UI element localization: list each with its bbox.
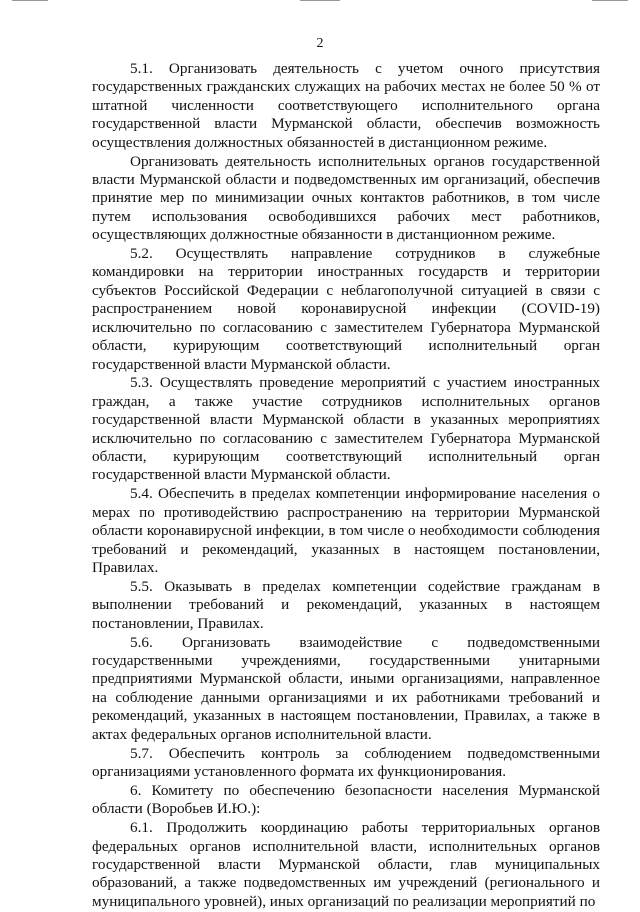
paragraph-6-1: 6.1. Продолжить координацию работы территориальных органов федеральных органов исполнительной власти, исполнительных органов государственной власти Мурманской области, глав муниципальных образований, а также подведомственных им учреждений (регионального и муниципального уровней), иных организаций по реализации мероприятий по bbox=[92, 819, 600, 910]
scan-edge-mark bbox=[592, 0, 628, 1]
body-text bbox=[92, 60, 600, 912]
paragraph-5-4: 5.4. Обеспечить в пределах компетенции информирование населения о мерах по противодействию распространению на территории Мурманской области коронавирусной инфекции, в том числе о необходимости соблюдения требований и рекомендаций, указанных в настоящем постановлении, Правилах. bbox=[92, 485, 600, 576]
paragraph-5-7: 5.7. Обеспечить контроль за соблюдением подведомственными организациями установленного формата их функционирования. bbox=[92, 744, 600, 780]
scan-edge-mark bbox=[12, 0, 48, 1]
paragraph-6: 6. Комитету по обеспечению безопасности населения Мурманской области (Воробьев И.Ю.): bbox=[92, 781, 600, 818]
paragraph-5-1: 5.1. Организовать деятельность с учетом очного присутствия государственных гражданских служащих на рабочих местах не более 50 % от штатной численности соответствующего исполнительного органа государственной власти Мурманской области, обеспечив возможность осуществления должностных обязанностей в дистанционном режиме. bbox=[92, 60, 600, 151]
paragraph-5-1-cont: Организовать деятельность исполнительных органов государственной власти Мурманской области и подведомственных им организаций, обеспечив принятие мер по минимизации очных контактов работников, в том числе путем использования освободившихся рабочих мест работников, осуществляющих должностные обязанности в дистанционном режиме. bbox=[92, 152, 600, 244]
page-number: 2 bbox=[316, 36, 324, 51]
paragraph-5-2: 5.2. Осуществлять направление сотрудников в служебные командировки на территории иностранных государств и территории субъектов Российской Федерации с неблагополучной ситуацией в связи с распространением новой коронавирусной инфекции (COVID-19) исключительно по согласованию с заместителем Губернатора Мурманской области, курирующим соответствующий исполнительный орган государственной власти Мурманской области. bbox=[92, 245, 600, 373]
scan-edge-mark bbox=[300, 0, 340, 1]
paragraph-5-3: 5.3. Осуществлять проведение мероприятий с участием иностранных граждан, а также участие сотрудников исполнительных органов государственной власти Мурманской области в указанных мероприятиях исключительно по согласованию с заместителем Губернатора Мурманской области, курирующим соответствующий исполнительный орган государственной власти Мурманской области. bbox=[92, 374, 600, 484]
paragraph-5-6: 5.6. Организовать взаимодействие с подведомственными государственными учреждениями, государственными унитарными предприятиями Мурманской области, иными организациями, направленное на соблюдение данными организациями и их работниками требований и рекомендаций, указанных в настоящем постановлении, Правилах, а также в актах федеральных органов исполнительной власти. bbox=[92, 633, 600, 743]
paragraph-5-5: 5.5. Оказывать в пределах компетенции содействие гражданам в выполнении требований и рекомендаций, указанных в настоящем постановлении, Правилах. bbox=[92, 577, 600, 632]
